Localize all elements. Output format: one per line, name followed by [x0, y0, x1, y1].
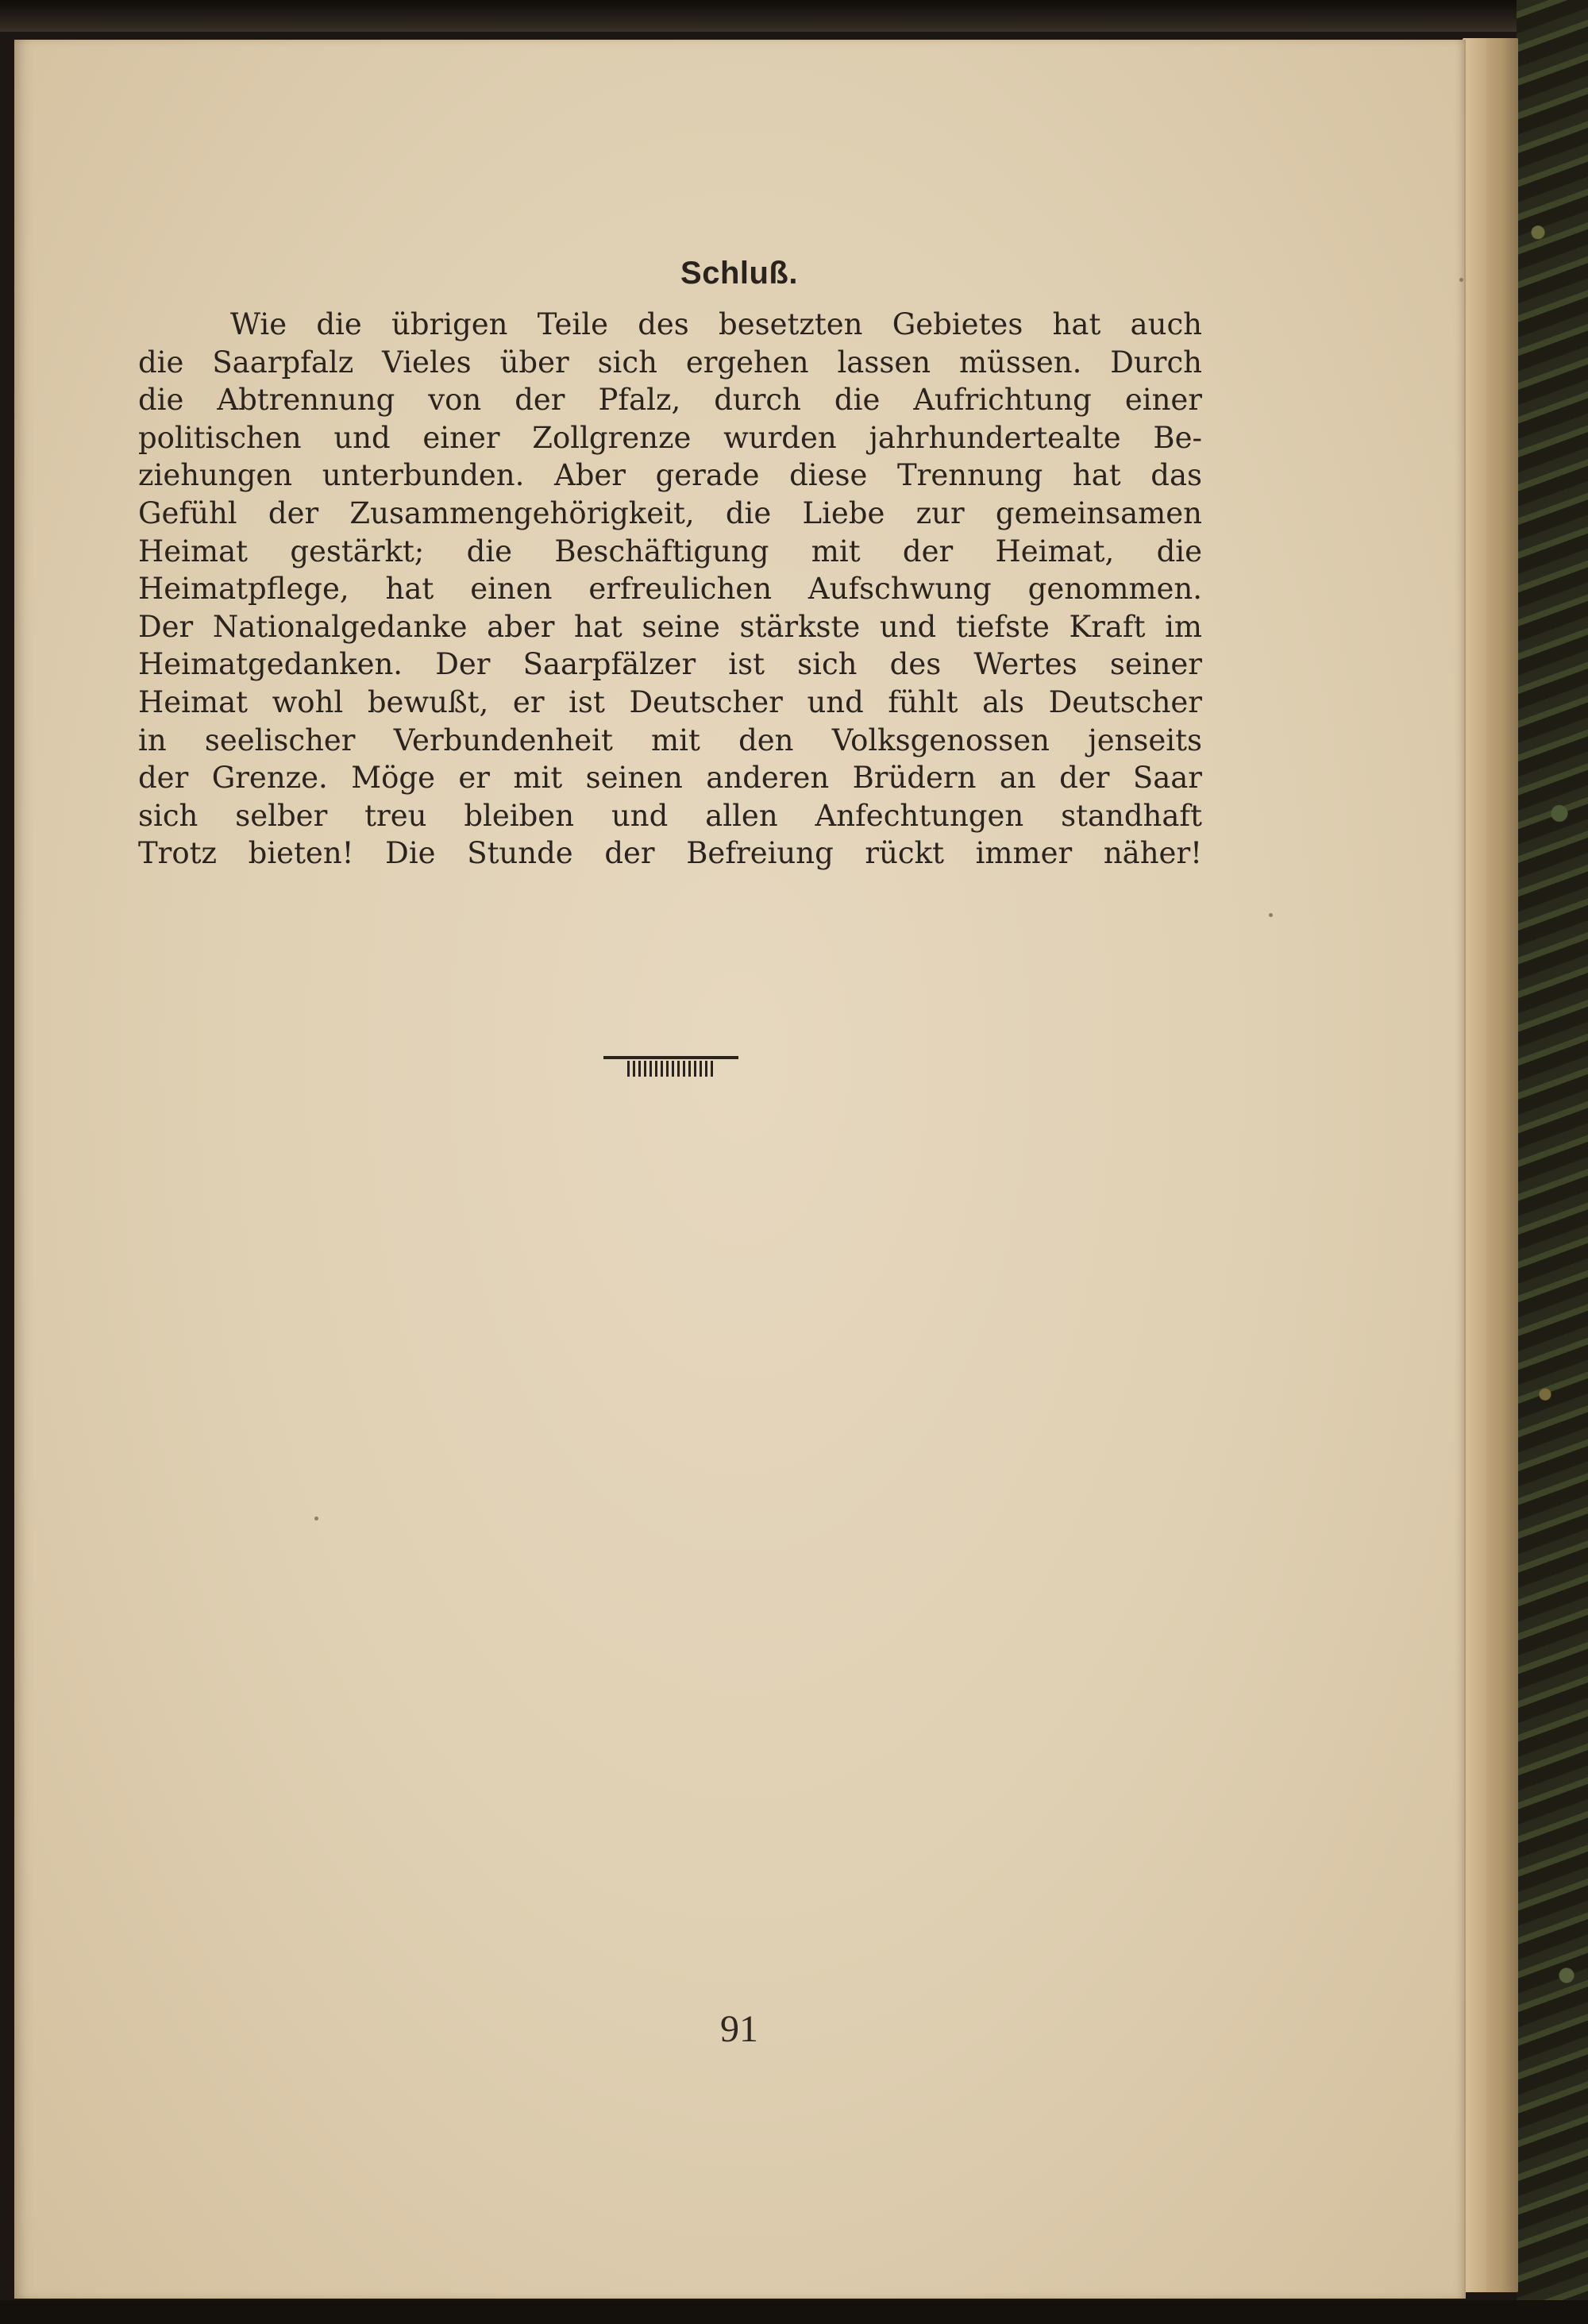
- section-heading: Schluß.: [680, 256, 798, 291]
- text-line: in seelischer Verbundenheit mit den Volksgenossen jenseits: [138, 723, 1202, 757]
- text-line: Trotz bieten! Die Stunde der Befreiung rückt immer näher!: [138, 836, 1202, 871]
- text-line: Heimatpflege, hat einen erfreulichen Aufschwung genommen.: [138, 572, 1202, 607]
- text-line: die Abtrennung von der Pfalz, durch die Aufrichtung einer: [138, 383, 1202, 418]
- text-line: ziehungen unterbunden. Aber gerade diese Trennung hat das: [138, 458, 1202, 493]
- text-line: der Grenze. Möge er mit seinen anderen Brüdern an der Saar: [138, 761, 1202, 796]
- paper-speck: [1459, 278, 1463, 282]
- text-line: Gefühl der Zusammengehörigkeit, die Liebe zur gemeinsamen: [138, 495, 1202, 530]
- marbled-binding: [1517, 0, 1588, 2324]
- page-number: 91: [720, 2008, 758, 2050]
- top-edge: [0, 0, 1588, 32]
- body-paragraph: [138, 306, 1202, 873]
- book-page: [14, 40, 1466, 2299]
- text-line: Heimat gestärkt; die Beschäftigung mit der Heimat, die: [138, 534, 1202, 568]
- text-line: Wie die übrigen Teile des besetzten Gebietes hat auch: [230, 307, 1202, 341]
- end-ornament-icon: [603, 1053, 738, 1081]
- page-stack-edge: [1463, 38, 1486, 2292]
- text-line: sich selber treu bleiben und allen Anfechtungen standhaft: [138, 798, 1202, 833]
- text-line: die Saarpfalz Vieles über sich ergehen lassen müssen. Durch: [138, 345, 1202, 380]
- text-line: politischen und einer Zollgrenze wurden jahrhundertealte Be-: [138, 420, 1202, 455]
- paper-speck: [1269, 913, 1273, 917]
- text-line: Der Nationalgedanke aber hat seine stärkste und tiefste Kraft im: [138, 609, 1202, 644]
- text-line: Heimatgedanken. Der Saarpfälzer ist sich des Wertes seiner: [138, 647, 1202, 682]
- paper-speck: [314, 1517, 318, 1520]
- bottom-edge: [0, 2300, 1588, 2324]
- text-line: Heimat wohl bewußt, er ist Deutscher und fühlt als Deutscher: [138, 684, 1202, 719]
